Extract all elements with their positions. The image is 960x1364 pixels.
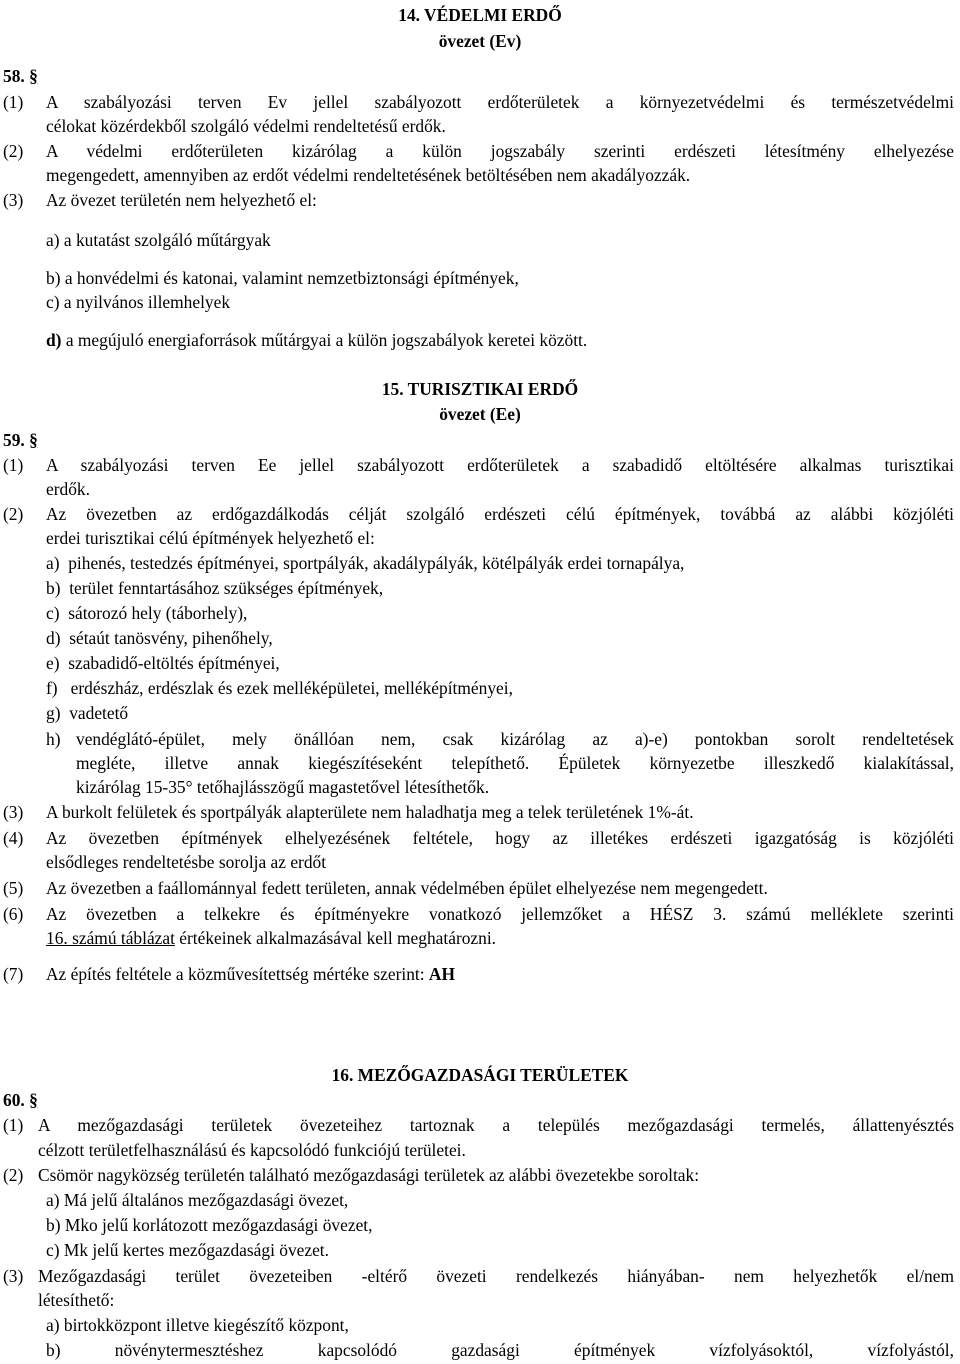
- s15-p7-num: (7): [3, 964, 24, 984]
- s15-p2-line2: erdei turisztikai célú építmények helyezhető el:: [46, 528, 375, 548]
- s14-p2-num: (2): [3, 141, 24, 161]
- paragraph-number: 60.: [3, 1090, 25, 1110]
- s16-item-a: [46, 1188, 348, 1212]
- section-sign: §: [29, 66, 38, 86]
- item-text: terület fenntartásához szükséges építmények,: [69, 578, 384, 598]
- item-text: növénytermesztéshez kapcsolódó gazdasági építmények vízfolyásoktól, vízfolyástól,: [114, 1340, 954, 1360]
- paragraph-59-heading: [3, 428, 38, 452]
- item-text: sétaút tanösvény, pihenőhely,: [69, 628, 273, 648]
- item-text: pihenés, testedzés építményei, sportpályák, akadálypályák, kötélpályák erdei tornapálya,: [68, 553, 685, 573]
- item-marker: e): [46, 653, 60, 673]
- item-marker: c): [46, 1240, 60, 1260]
- item-text: a nyilvános illemhelyek: [63, 292, 231, 312]
- s15-item-f: [46, 676, 513, 700]
- item-marker: a): [46, 230, 60, 250]
- item-text: a kutatást szolgáló műtárgyak: [63, 230, 271, 250]
- s16-item2-a: [46, 1313, 349, 1337]
- s15-p1-num: (1): [3, 455, 24, 475]
- s15-p4-line1: Az övezetben építmények elhelyezésének feltétele, hogy az illetékes erdészeti igazgatóság is közjóléti: [46, 828, 954, 848]
- paragraph-58-heading: [3, 64, 38, 88]
- s14-p1-num: (1): [3, 92, 24, 112]
- s15-item-a: [46, 551, 684, 575]
- s16-item-b: [46, 1213, 372, 1237]
- item-text: szabadidő-eltöltés építményei,: [68, 653, 280, 673]
- table-reference-link[interactable]: 16. számú táblázat: [46, 928, 175, 948]
- item-text: vadetető: [69, 703, 129, 723]
- s14-item-d: [46, 328, 587, 352]
- section-15-title: 15. TURISZTIKAI ERDŐ: [381, 379, 579, 399]
- s15-item-b: [46, 576, 383, 600]
- s15-p2-num: (2): [3, 504, 24, 524]
- s14-item-a: [46, 228, 271, 252]
- s16-p3-line2: létesíthető:: [38, 1290, 115, 1310]
- item-text: Mko jelű korlátozott mezőgazdasági övezet,: [64, 1215, 373, 1235]
- item-text: birtokközpont illetve kiegészítő központ,: [63, 1315, 349, 1335]
- paragraph-60-heading: [3, 1088, 38, 1112]
- s14-item-c: [46, 290, 230, 314]
- item-marker: f): [46, 678, 58, 698]
- s15-p5-num: (5): [3, 878, 24, 898]
- item-marker: d): [46, 628, 61, 648]
- section-15-subtitle: övezet (Ee): [439, 404, 521, 424]
- s15-p3-num: (3): [3, 802, 24, 822]
- s15-item-e: [46, 651, 280, 675]
- section-14-subtitle: övezet (Ev): [438, 31, 522, 51]
- s14-item-b: [46, 266, 519, 290]
- s14-p1-line1: A szabályozási terven Ev jellel szabályozott erdőterületek a környezetvédelmi és természetvédelmi: [46, 92, 954, 112]
- s15-p2-line1: Az övezetben az erdőgazdálkodás célját szolgáló erdészeti célú építmények, továbbá az alábbi közjóléti: [46, 504, 954, 524]
- s16-item2-b: [46, 1338, 954, 1362]
- utility-code: AH: [428, 964, 456, 984]
- section-sign: §: [29, 1090, 38, 1110]
- s14-p3-num: (3): [3, 190, 24, 210]
- s15-p4-num: (4): [3, 828, 24, 848]
- s16-p1-line2: célzott területfelhasználású és kapcsolódó funkciójú területei.: [38, 1140, 466, 1160]
- item-marker: b): [46, 268, 61, 288]
- paragraph-number: 58.: [3, 66, 25, 86]
- paragraph-number: 59.: [3, 430, 25, 450]
- s15-p1-line2: erdők.: [46, 479, 90, 499]
- s16-p3-line1: Mezőgazdasági terület övezeteiben -eltérő övezeti rendelkezés hiányában- nem helyezhetők el/nem: [38, 1266, 954, 1286]
- s15-p6-num: (6): [3, 904, 24, 924]
- item-marker: b): [46, 1340, 61, 1360]
- item-marker: d): [46, 330, 62, 350]
- s15-p6-line2-text: értékeinek alkalmazásával kell meghatározni.: [174, 928, 497, 948]
- item-marker: a): [46, 553, 60, 573]
- item-text: Má jelű általános mezőgazdasági övezet,: [63, 1190, 349, 1210]
- s14-p1-line2: célokat közérdekből szolgáló védelmi rendeltetésű erdők.: [46, 116, 446, 136]
- item-text: erdészház, erdészlak és ezek melléképületei, melléképítményei,: [70, 678, 513, 698]
- s14-p2-line2: megengedett, amennyiben az erdőt védelmi rendeltetésének betöltésében nem akadályozzák.: [46, 165, 691, 185]
- s15-p3-line1: A burkolt felületek és sportpályák alapterülete nem haladhatja meg a telek területének 1%-át.: [46, 802, 694, 822]
- s15-item-h-line3: kizárólag 15-35° tetőhajlásszögű magastetővel létesíthetők.: [76, 777, 490, 797]
- s14-p2-line1: A védelmi erdőterületen kizárólag a külön jogszabály szerinti erdészeti létesítmény elhelyezése: [46, 141, 954, 161]
- s15-item-h-line2: megléte, illetve annak kiegészítéseként telepíthető. Épületek környezetbe illeszkedő kialakítással,: [76, 753, 954, 773]
- s16-p1-num: (1): [3, 1115, 24, 1135]
- item-text: a megújuló energiaforrások műtárgyai a külön jogszabályok keretei között.: [65, 330, 588, 350]
- s16-p1-line1: A mezőgazdasági területek övezeteihez tartoznak a település mezőgazdasági termelés, állattenyésztés: [38, 1115, 954, 1135]
- s15-p6-line2: [46, 926, 496, 950]
- s15-item-c: [46, 601, 247, 625]
- s16-p2-line1: Csömör nagyközség területén található mezőgazdasági területek az alábbi övezetekbe soroltak:: [38, 1165, 700, 1185]
- s15-p5-line1: Az övezetben a faállománnyal fedett területen, annak védelmében épület elhelyezése nem megengedett.: [46, 878, 768, 898]
- s15-p7-line1: [46, 962, 455, 986]
- s16-p2-num: (2): [3, 1165, 24, 1185]
- item-marker: c): [46, 292, 60, 312]
- item-text: sátorozó hely (táborhely),: [68, 603, 248, 623]
- section-14-title: 14. VÉDELMI ERDŐ: [398, 5, 562, 25]
- s15-p6-line1: Az övezetben a telkekre és építményekre vonatkozó jellemzőket a HÉSZ 3. számú melléklete szerinti: [46, 904, 954, 924]
- s15-item-g: [46, 701, 128, 725]
- item-marker: a): [46, 1190, 60, 1210]
- s15-p7-text: Az építés feltétele a közművesítettség mértéke szerint:: [46, 964, 429, 984]
- item-marker: g): [46, 703, 61, 723]
- s16-p3-num: (3): [3, 1266, 24, 1286]
- item-text: Mk jelű kertes mezőgazdasági övezet.: [63, 1240, 329, 1260]
- item-marker: b): [46, 1215, 61, 1235]
- item-text: a honvédelmi és katonai, valamint nemzetbiztonsági építmények,: [64, 268, 519, 288]
- s15-p4-line2: elsődleges rendeltetésbe sorolja az erdőt: [46, 852, 327, 872]
- s15-p1-line1: A szabályozási terven Ee jellel szabályozott erdőterületek a szabadidő eltöltésére alkalmas turisztikai: [46, 455, 954, 475]
- s15-item-d: [46, 626, 273, 650]
- item-marker: c): [46, 603, 60, 623]
- section-16-title: 16. MEZŐGAZDASÁGI TERÜLETEK: [331, 1065, 629, 1085]
- s16-item-c: [46, 1238, 329, 1262]
- item-marker: a): [46, 1315, 60, 1335]
- s15-item-h-line1: vendéglátó-épület, mely önállóan nem, csak kizárólag az a)-e) pontokban sorolt rendeltetések: [76, 729, 954, 749]
- item-marker: b): [46, 578, 61, 598]
- s14-p3-line1: Az övezet területén nem helyezhető el:: [46, 190, 317, 210]
- section-sign: §: [29, 430, 38, 450]
- s15-item-h-marker: h): [46, 729, 61, 749]
